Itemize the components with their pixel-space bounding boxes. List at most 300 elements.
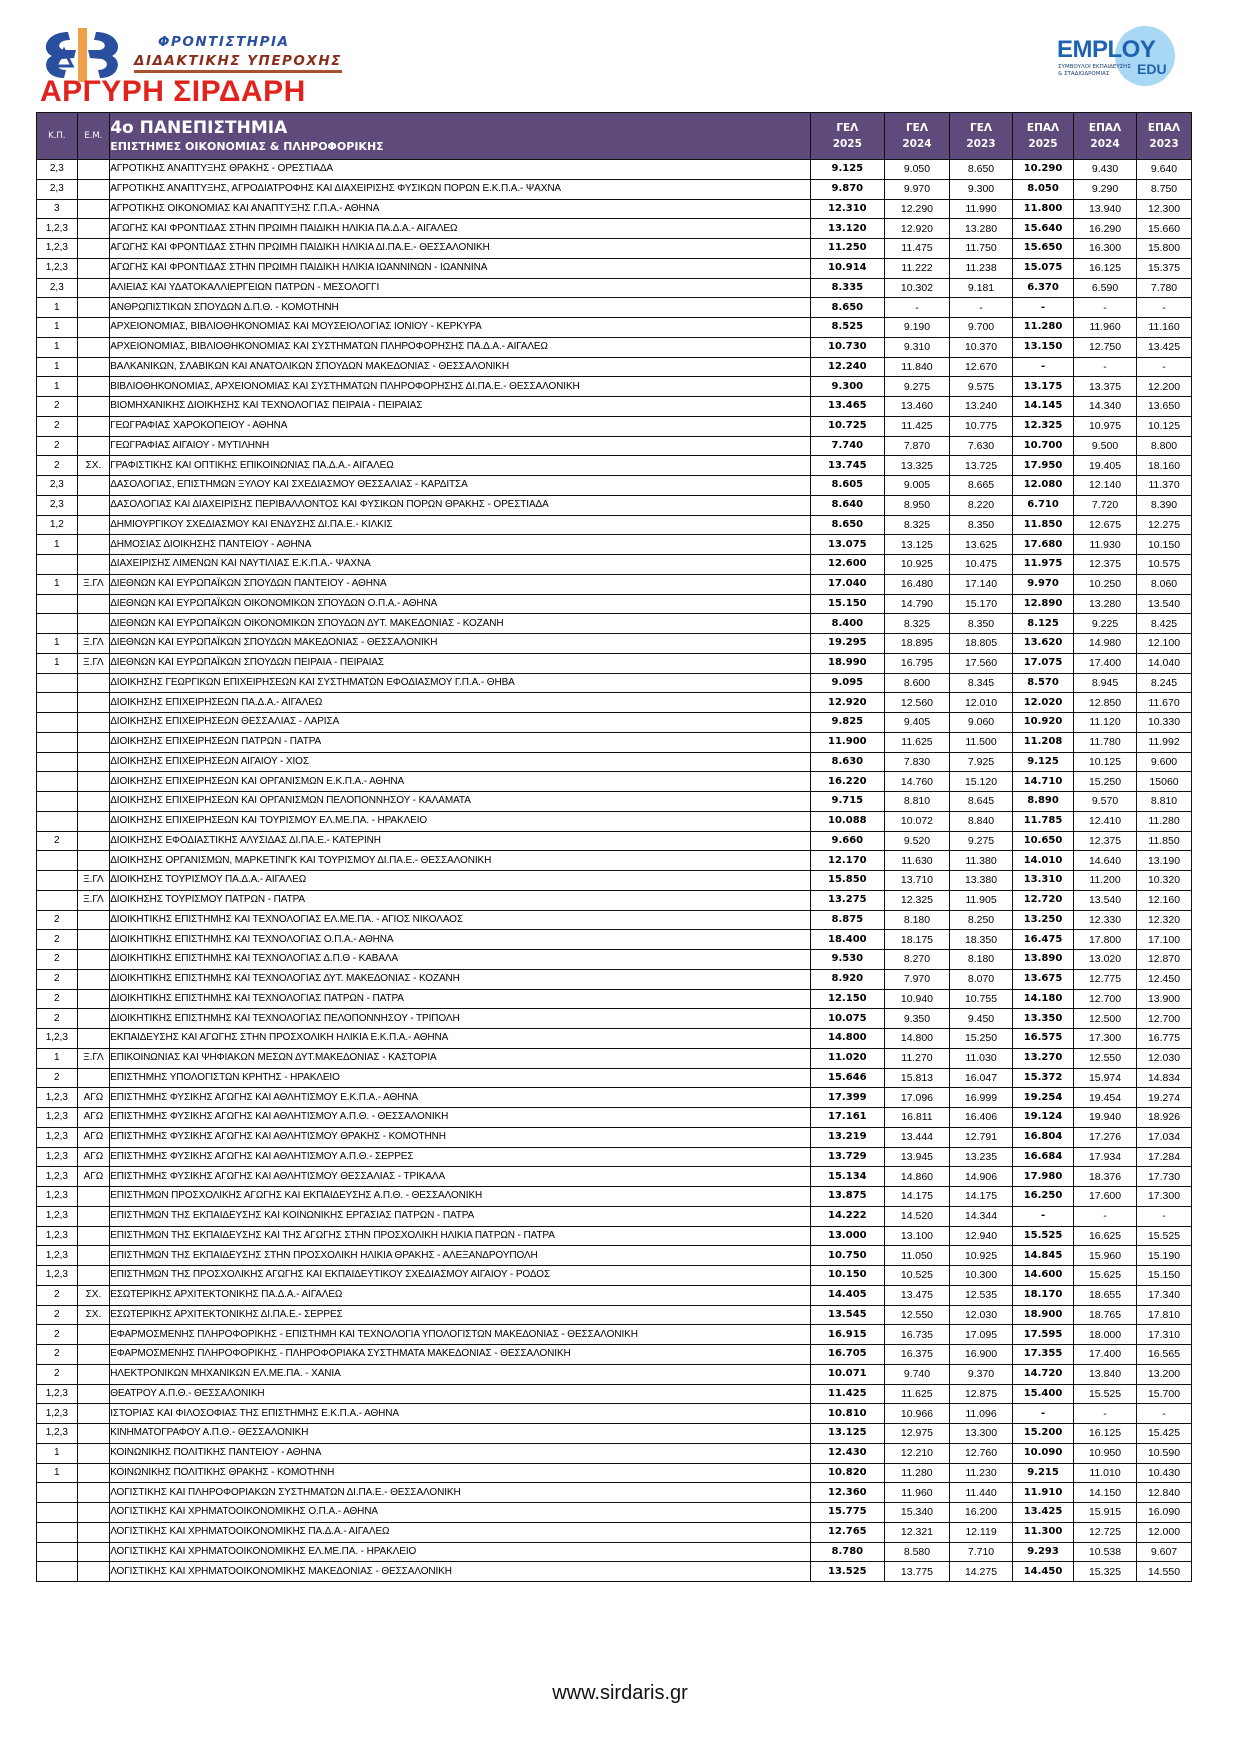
- table-row: [37, 397, 1192, 417]
- epal-2025-score: 6.370: [1013, 278, 1074, 298]
- em-cell: [77, 298, 110, 318]
- kp-cell: [37, 792, 78, 812]
- table-row: [37, 792, 1192, 812]
- table-row: [37, 456, 1192, 476]
- epal-2023-score: 17.284: [1137, 1147, 1192, 1167]
- table-row: [37, 950, 1192, 970]
- kp-cell: [37, 1522, 78, 1542]
- gel-2024-score: 11.840: [884, 357, 949, 377]
- gel-2025-score: 13.000: [810, 1226, 884, 1246]
- epal-2025-score: -: [1013, 298, 1074, 318]
- kp-cell: 1: [37, 574, 78, 594]
- epal-2024-score: 12.850: [1074, 693, 1137, 713]
- table-row: [37, 1542, 1192, 1562]
- epal-2024-score: 17.400: [1074, 1345, 1137, 1365]
- department-name: ΕΚΠΑΙΔΕΥΣΗΣ ΚΑΙ ΑΓΩΓΗΣ ΣΤΗΝ ΠΡΟΣΧΟΛΙΚΗ ΗΛΙΚΙΑ Ε.Κ.Π.Α.- ΑΘΗΝΑ: [110, 1029, 811, 1049]
- department-name: ΕΠΙΚΟΙΝΩΝΙΑΣ ΚΑΙ ΨΗΦΙΑΚΩΝ ΜΕΣΩΝ ΔΥΤ.ΜΑΚΕΔΟΝΙΑΣ - ΚΑΣΤΟΡΙΑ: [110, 1048, 811, 1068]
- epal-2025-score: 12.020: [1013, 693, 1074, 713]
- department-name: ΔΙΕΘΝΩΝ ΚΑΙ ΕΥΡΩΠΑΪΚΩΝ ΟΙΚΟΝΟΜΙΚΩΝ ΣΠΟΥΔΩΝ Ο.Π.Α.- ΑΘΗΝΑ: [110, 594, 811, 614]
- kp-cell: 1: [37, 653, 78, 673]
- epal-2025-score: 12.720: [1013, 890, 1074, 910]
- gel-2025-score: 10.810: [810, 1404, 884, 1424]
- kp-cell: 1: [37, 535, 78, 555]
- epal-2023-score: 12.275: [1137, 515, 1192, 535]
- kp-cell: 1,2,3: [37, 1384, 78, 1404]
- kp-cell: 1: [37, 1443, 78, 1463]
- gel-2025-score: 12.150: [810, 989, 884, 1009]
- em-cell: [77, 1068, 110, 1088]
- epal-2024-score: 12.375: [1074, 831, 1137, 851]
- em-cell: [77, 673, 110, 693]
- epal-2023-score: 15.375: [1137, 258, 1192, 278]
- header-epal-2023: [1137, 113, 1192, 160]
- gel-2023-score: 14.906: [949, 1167, 1012, 1187]
- table-row: [37, 199, 1192, 219]
- epal-2023-score: 13.540: [1137, 594, 1192, 614]
- gel-2024-score: 12.920: [884, 219, 949, 239]
- department-name: ΔΙΟΙΚΗΣΗΣ ΕΠΙΧΕΙΡΗΣΕΩΝ ΠΑΤΡΩΝ - ΠΑΤΡΑ: [110, 732, 811, 752]
- gel-2023-score: 16.200: [949, 1503, 1012, 1523]
- kp-cell: 1,2,3: [37, 1206, 78, 1226]
- gel-2025-score: 13.275: [810, 890, 884, 910]
- epal-2024-score: 9.430: [1074, 160, 1137, 180]
- epal-2024-score: 18.655: [1074, 1285, 1137, 1305]
- epal-2023-score: 11.370: [1137, 476, 1192, 496]
- kp-cell: [37, 673, 78, 693]
- em-cell: [77, 555, 110, 575]
- table-row: [37, 535, 1192, 555]
- gel-2024-score: 7.830: [884, 752, 949, 772]
- employ-subtitle: [1058, 64, 1131, 77]
- gel-2023-score: 12.760: [949, 1443, 1012, 1463]
- table-row: [37, 1246, 1192, 1266]
- gel-2023-score: 8.650: [949, 160, 1012, 180]
- gel-2024-score: 9.005: [884, 476, 949, 496]
- department-name: ΛΟΓΙΣΤΙΚΗΣ ΚΑΙ ΧΡΗΜΑΤΟΟΙΚΟΝΟΜΙΚΗΣ ΕΛ.ΜΕ.ΠΑ. - ΗΡΑΚΛΕΙΟ: [110, 1542, 811, 1562]
- epal-2024-score: 18.376: [1074, 1167, 1137, 1187]
- gel-2023-score: 11.990: [949, 199, 1012, 219]
- em-cell: [77, 1443, 110, 1463]
- kp-cell: 1: [37, 1048, 78, 1068]
- gel-2023-score: 12.670: [949, 357, 1012, 377]
- department-name: ΕΠΙΣΤΗΜΩΝ ΤΗΣ ΕΚΠΑΙΔΕΥΣΗΣ ΚΑΙ ΚΟΙΝΩΝΙΚΗΣ ΕΡΓΑΣΙΑΣ ΠΑΤΡΩΝ - ΠΑΤΡΑ: [110, 1206, 811, 1226]
- gel-2025-score: 12.240: [810, 357, 884, 377]
- epal-2024-score: 12.410: [1074, 811, 1137, 831]
- kp-cell: 1,2,3: [37, 1246, 78, 1266]
- kp-cell: 1,2,3: [37, 1187, 78, 1207]
- kp-cell: [37, 871, 78, 891]
- gel-2024-score: 8.580: [884, 1542, 949, 1562]
- em-cell: [77, 1266, 110, 1286]
- header-year: 2023: [1149, 138, 1179, 150]
- em-cell: [77, 179, 110, 199]
- epal-2023-score: 10.590: [1137, 1443, 1192, 1463]
- kp-cell: [37, 1503, 78, 1523]
- gel-2024-score: 9.405: [884, 713, 949, 733]
- epal-2024-score: 12.330: [1074, 910, 1137, 930]
- em-cell: Ξ.ΓΛ: [77, 574, 110, 594]
- epal-2024-score: 10.125: [1074, 752, 1137, 772]
- epal-2025-score: 18.170: [1013, 1285, 1074, 1305]
- em-cell: [77, 318, 110, 338]
- gel-2024-score: 10.940: [884, 989, 949, 1009]
- department-name: ΚΟΙΝΩΝΙΚΗΣ ΠΟΛΙΤΙΚΗΣ ΠΑΝΤΕΙΟΥ - ΑΘΗΝΑ: [110, 1443, 811, 1463]
- kp-cell: [37, 555, 78, 575]
- epal-2025-score: 14.845: [1013, 1246, 1074, 1266]
- department-name: ΕΠΙΣΤΗΜΩΝ ΤΗΣ ΕΚΠΑΙΔΕΥΣΗΣ ΚΑΙ ΤΗΣ ΑΓΩΓΗΣ ΣΤΗΝ ΠΡΟΣΧΟΛΙΚΗ ΗΛΙΚΙΑ ΠΑΤΡΩΝ - ΠΑΤΡΑ: [110, 1226, 811, 1246]
- gel-2025-score: 13.125: [810, 1424, 884, 1444]
- gel-2024-score: 12.321: [884, 1522, 949, 1542]
- kp-cell: 1,2,3: [37, 258, 78, 278]
- epal-2024-score: 12.375: [1074, 555, 1137, 575]
- department-name: ΔΙΟΙΚΗΣΗΣ ΓΕΩΡΓΙΚΩΝ ΕΠΙΧΕΙΡΗΣΕΩΝ ΚΑΙ ΣΥΣΤΗΜΑΤΩΝ ΕΦΟΔΙΑΣΜΟΥ Γ.Π.Α.- ΘΗΒΑ: [110, 673, 811, 693]
- gel-2023-score: 7.710: [949, 1542, 1012, 1562]
- gel-2024-score: 16.480: [884, 574, 949, 594]
- table-row: [37, 1009, 1192, 1029]
- kp-cell: 1: [37, 1463, 78, 1483]
- epal-2025-score: 14.010: [1013, 851, 1074, 871]
- department-name: ΕΦΑΡΜΟΣΜΕΝΗΣ ΠΛΗΡΟΦΟΡΙΚΗΣ - ΕΠΙΣΤΗΜΗ ΚΑΙ ΤΕΧΝΟΛΟΓΙΑ ΥΠΟΛΟΓΙΣΤΩΝ ΜΑΚΕΔΟΝΙΑΣ - ΘΕΣΣΑΛΟΝΙΚΗ: [110, 1325, 811, 1345]
- epal-2023-score: 12.100: [1137, 634, 1192, 654]
- gel-2023-score: 13.300: [949, 1424, 1012, 1444]
- epal-2024-score: 16.125: [1074, 1424, 1137, 1444]
- department-name: ΕΠΙΣΤΗΜΩΝ ΤΗΣ ΕΚΠΑΙΔΕΥΣΗΣ ΣΤΗΝ ΠΡΟΣΧΟΛΙΚΗ ΗΛΙΚΙΑ ΘΡΑΚΗΣ - ΑΛΕΞΑΝΔΡΟΥΠΟΛΗ: [110, 1246, 811, 1266]
- gel-2023-score: 11.030: [949, 1048, 1012, 1068]
- gel-2023-score: 12.119: [949, 1522, 1012, 1542]
- gel-2025-score: 13.219: [810, 1127, 884, 1147]
- kp-cell: 2: [37, 1345, 78, 1365]
- gel-2025-score: 10.914: [810, 258, 884, 278]
- department-name: ΑΝΘΡΩΠΙΣΤΙΚΩΝ ΣΠΟΥΔΩΝ Δ.Π.Θ. - ΚΟΜΟΤΗΝΗ: [110, 298, 811, 318]
- gel-2024-score: 9.310: [884, 337, 949, 357]
- employ-subtitle-line-2: & ΣΤΑΔΙΟΔΡΟΜΙΑΣ: [1058, 70, 1110, 77]
- kp-cell: 1: [37, 298, 78, 318]
- table-row: [37, 1522, 1192, 1542]
- kp-cell: 1,2,3: [37, 1266, 78, 1286]
- gel-2024-score: 11.630: [884, 851, 949, 871]
- em-cell: [77, 1187, 110, 1207]
- gel-2023-score: 11.096: [949, 1404, 1012, 1424]
- gel-2024-score: 14.790: [884, 594, 949, 614]
- table-row: [37, 1404, 1192, 1424]
- epal-2024-score: 11.960: [1074, 318, 1137, 338]
- department-name: ΛΟΓΙΣΤΙΚΗΣ ΚΑΙ ΠΛΗΡΟΦΟΡΙΑΚΩΝ ΣΥΣΤΗΜΑΤΩΝ ΔΙ.ΠΑ.Ε.- ΘΕΣΣΑΛΟΝΙΚΗ: [110, 1483, 811, 1503]
- department-name: ΓΡΑΦΙΣΤΙΚΗΣ ΚΑΙ ΟΠΤΙΚΗΣ ΕΠΙΚΟΙΝΩΝΙΑΣ ΠΑ.Δ.Α.- ΑΙΓΑΛΕΩ: [110, 456, 811, 476]
- table-row: [37, 555, 1192, 575]
- gel-2025-score: 9.300: [810, 377, 884, 397]
- department-name: ΔΙΕΘΝΩΝ ΚΑΙ ΕΥΡΩΠΑΪΚΩΝ ΟΙΚΟΝΟΜΙΚΩΝ ΣΠΟΥΔΩΝ ΔΥΤ. ΜΑΚΕΔΟΝΙΑΣ - ΚΟΖΑΝΗ: [110, 614, 811, 634]
- em-cell: ΣΧ.: [77, 1305, 110, 1325]
- epal-2023-score: -: [1137, 1404, 1192, 1424]
- epal-2024-score: 13.020: [1074, 950, 1137, 970]
- department-name: ΕΠΙΣΤΗΜΗΣ ΦΥΣΙΚΗΣ ΑΓΩΓΗΣ ΚΑΙ ΑΘΛΗΤΙΣΜΟΥ Ε.Κ.Π.Α.- ΑΘΗΝΑ: [110, 1088, 811, 1108]
- em-cell: [77, 594, 110, 614]
- epal-2023-score: 8.390: [1137, 495, 1192, 515]
- em-cell: [77, 1542, 110, 1562]
- gel-2023-score: 8.665: [949, 476, 1012, 496]
- header-type: ΕΠΑΛ: [1147, 122, 1181, 134]
- em-cell: [77, 1562, 110, 1582]
- table-row: [37, 732, 1192, 752]
- gel-2025-score: 8.780: [810, 1542, 884, 1562]
- department-name: ΑΓΡΟΤΙΚΗΣ ΟΙΚΟΝΟΜΙΑΣ ΚΑΙ ΑΝΑΠΤΥΞΗΣ Γ.Π.Α.- ΑΘΗΝΑ: [110, 199, 811, 219]
- department-name: ΔΙΟΙΚΗΣΗΣ ΟΡΓΑΝΙΣΜΩΝ, ΜΑΡΚΕΤΙΝΓΚ ΚΑΙ ΤΟΥΡΙΣΜΟΥ ΔΙ.ΠΑ.Ε.- ΘΕΣΣΑΛΟΝΙΚΗ: [110, 851, 811, 871]
- epal-2025-score: 15.075: [1013, 258, 1074, 278]
- kp-cell: 2,3: [37, 495, 78, 515]
- epal-2023-score: 10.575: [1137, 555, 1192, 575]
- epal-2023-score: 8.800: [1137, 436, 1192, 456]
- department-name: ΕΠΙΣΤΗΜΩΝ ΠΡΟΣΧΟΛΙΚΗΣ ΑΓΩΓΗΣ ΚΑΙ ΕΚΠΑΙΔΕΥΣΗΣ Α.Π.Θ. - ΘΕΣΣΑΛΟΝΙΚΗ: [110, 1187, 811, 1207]
- gel-2025-score: 18.400: [810, 930, 884, 950]
- gel-2023-score: 10.925: [949, 1246, 1012, 1266]
- gel-2025-score: 8.400: [810, 614, 884, 634]
- epal-2023-score: 15.525: [1137, 1226, 1192, 1246]
- gel-2023-score: 11.230: [949, 1463, 1012, 1483]
- employ-edu-logo: [1057, 26, 1187, 86]
- gel-2024-score: -: [884, 298, 949, 318]
- gel-2024-score: 10.925: [884, 555, 949, 575]
- table-row: [37, 1562, 1192, 1582]
- epal-2023-score: 10.330: [1137, 713, 1192, 733]
- epal-2025-score: 6.710: [1013, 495, 1074, 515]
- table-row: [37, 1483, 1192, 1503]
- header-year: 2024: [902, 138, 932, 150]
- gel-2025-score: 9.825: [810, 713, 884, 733]
- gel-2025-score: 11.250: [810, 239, 884, 259]
- department-name: ΔΙΕΘΝΩΝ ΚΑΙ ΕΥΡΩΠΑΪΚΩΝ ΣΠΟΥΔΩΝ ΜΑΚΕΔΟΝΙΑΣ - ΘΕΣΣΑΛΟΝΙΚΗ: [110, 634, 811, 654]
- table-row: [37, 515, 1192, 535]
- table-row: [37, 673, 1192, 693]
- header-type: ΓΕΛ: [905, 122, 928, 134]
- em-cell: [77, 811, 110, 831]
- gel-2023-score: 9.575: [949, 377, 1012, 397]
- epal-2023-score: 9.607: [1137, 1542, 1192, 1562]
- em-cell: [77, 436, 110, 456]
- table-row: [37, 930, 1192, 950]
- table-row: [37, 989, 1192, 1009]
- epal-2023-score: 13.650: [1137, 397, 1192, 417]
- epal-2023-score: 8.425: [1137, 614, 1192, 634]
- department-name: ΛΟΓΙΣΤΙΚΗΣ ΚΑΙ ΧΡΗΜΑΤΟΟΙΚΟΝΟΜΙΚΗΣ Ο.Π.Α.- ΑΘΗΝΑ: [110, 1503, 811, 1523]
- gel-2023-score: 9.060: [949, 713, 1012, 733]
- table-row: [37, 1108, 1192, 1128]
- kp-cell: 1,2,3: [37, 1127, 78, 1147]
- department-name: ΙΣΤΟΡΙΑΣ ΚΑΙ ΦΙΛΟΣΟΦΙΑΣ ΤΗΣ ΕΠΙΣΤΗΜΗΣ Ε.Κ.Π.Α.- ΑΘΗΝΑ: [110, 1404, 811, 1424]
- epal-2023-score: 11.280: [1137, 811, 1192, 831]
- epal-2025-score: 19.254: [1013, 1088, 1074, 1108]
- epal-2023-score: 8.245: [1137, 673, 1192, 693]
- epal-2025-score: 11.208: [1013, 732, 1074, 752]
- table-row: [37, 890, 1192, 910]
- gel-2024-score: 9.275: [884, 377, 949, 397]
- table-row: [37, 871, 1192, 891]
- epal-2025-score: 16.250: [1013, 1187, 1074, 1207]
- em-cell: [77, 1404, 110, 1424]
- gel-2025-score: 12.360: [810, 1483, 884, 1503]
- gel-2024-score: 11.625: [884, 1384, 949, 1404]
- table-row: [37, 1443, 1192, 1463]
- gel-2025-score: 11.900: [810, 732, 884, 752]
- epal-2025-score: 13.350: [1013, 1009, 1074, 1029]
- epal-2024-score: 14.150: [1074, 1483, 1137, 1503]
- department-name: ΔΙΟΙΚΗΤΙΚΗΣ ΕΠΙΣΤΗΜΗΣ ΚΑΙ ΤΕΧΝΟΛΟΓΙΑΣ Δ.Π.Θ - ΚΑΒΑΛΑ: [110, 950, 811, 970]
- epal-2025-score: 13.150: [1013, 337, 1074, 357]
- gel-2025-score: 9.715: [810, 792, 884, 812]
- epal-2024-score: 9.500: [1074, 436, 1137, 456]
- epal-2024-score: 12.550: [1074, 1048, 1137, 1068]
- department-name: ΔΑΣΟΛΟΓΙΑΣ ΚΑΙ ΔΙΑΧΕΙΡΙΣΗΣ ΠΕΡΙΒΑΛΛΟΝΤΟΣ ΚΑΙ ΦΥΣΙΚΩΝ ΠΟΡΩΝ ΘΡΑΚΗΣ - ΟΡΕΣΤΙΑΔΑ: [110, 495, 811, 515]
- gel-2025-score: 16.915: [810, 1325, 884, 1345]
- epal-2025-score: 10.920: [1013, 713, 1074, 733]
- epal-2024-score: 17.600: [1074, 1187, 1137, 1207]
- kp-cell: [37, 811, 78, 831]
- epal-2024-score: 11.780: [1074, 732, 1137, 752]
- department-name: ΚΙΝΗΜΑΤΟΓΡΑΦΟΥ Α.Π.Θ.- ΘΕΣΣΑΛΟΝΙΚΗ: [110, 1424, 811, 1444]
- gel-2024-score: 8.270: [884, 950, 949, 970]
- employ-edu: EDU: [1137, 61, 1167, 77]
- department-name: ΔΗΜΟΣΙΑΣ ΔΙΟΙΚΗΣΗΣ ΠΑΝΤΕΙΟΥ - ΑΘΗΝΑ: [110, 535, 811, 555]
- table-row: [37, 1206, 1192, 1226]
- epal-2025-score: 17.980: [1013, 1167, 1074, 1187]
- gel-2025-score: 10.088: [810, 811, 884, 831]
- epal-2025-score: 8.125: [1013, 614, 1074, 634]
- gel-2024-score: 17.096: [884, 1088, 949, 1108]
- gel-2023-score: 11.440: [949, 1483, 1012, 1503]
- gel-2024-score: 10.072: [884, 811, 949, 831]
- table-row: [37, 811, 1192, 831]
- gel-2025-score: 9.660: [810, 831, 884, 851]
- department-name: ΒΙΟΜΗΧΑΝΙΚΗΣ ΔΙΟΙΚΗΣΗΣ ΚΑΙ ΤΕΧΝΟΛΟΓΙΑΣ ΠΕΙΡΑΙΑ - ΠΕΙΡΑΙΑΣ: [110, 397, 811, 417]
- department-name: ΔΙΟΙΚΗΤΙΚΗΣ ΕΠΙΣΤΗΜΗΣ ΚΑΙ ΤΕΧΝΟΛΟΓΙΑΣ ΠΑΤΡΩΝ - ΠΑΤΡΑ: [110, 989, 811, 1009]
- table-row: [37, 337, 1192, 357]
- table-row: [37, 278, 1192, 298]
- epal-2025-score: 13.250: [1013, 910, 1074, 930]
- department-name: ΑΡΧΕΙΟΝΟΜΙΑΣ, ΒΙΒΛΙΟΘΗΚΟΝΟΜΙΑΣ ΚΑΙ ΜΟΥΣΕΙΟΛΟΓΙΑΣ ΙΟΝΙΟΥ - ΚΕΡΚΥΡΑ: [110, 318, 811, 338]
- epal-2024-score: 14.340: [1074, 397, 1137, 417]
- epal-2024-score: 18.000: [1074, 1325, 1137, 1345]
- epal-2023-score: 15.700: [1137, 1384, 1192, 1404]
- epal-2024-score: 17.276: [1074, 1127, 1137, 1147]
- epal-2024-score: 13.940: [1074, 199, 1137, 219]
- em-cell: ΣΧ.: [77, 1285, 110, 1305]
- epal-2023-score: 18.160: [1137, 456, 1192, 476]
- epal-2024-score: 17.300: [1074, 1029, 1137, 1049]
- gel-2025-score: 12.600: [810, 555, 884, 575]
- epal-2024-score: 10.975: [1074, 416, 1137, 436]
- gel-2025-score: 8.335: [810, 278, 884, 298]
- epal-2023-score: 12.300: [1137, 199, 1192, 219]
- department-name: ΓΕΩΓΡΑΦΙΑΣ ΧΑΡΟΚΟΠΕΙΟΥ - ΑΘΗΝΑ: [110, 416, 811, 436]
- department-name: ΕΠΙΣΤΗΜΗΣ ΦΥΣΙΚΗΣ ΑΓΩΓΗΣ ΚΑΙ ΑΘΛΗΤΙΣΜΟΥ ΘΕΣΣΑΛΙΑΣ - ΤΡΙΚΑΛΑ: [110, 1167, 811, 1187]
- epal-2024-score: 15.250: [1074, 772, 1137, 792]
- epal-2023-score: 12.450: [1137, 969, 1192, 989]
- gel-2023-score: 12.940: [949, 1226, 1012, 1246]
- epal-2023-score: -: [1137, 298, 1192, 318]
- header-year: 2023: [966, 138, 996, 150]
- epal-2025-score: 15.525: [1013, 1226, 1074, 1246]
- table-row: [37, 1088, 1192, 1108]
- epal-2025-score: 16.575: [1013, 1029, 1074, 1049]
- gel-2025-score: 14.405: [810, 1285, 884, 1305]
- gel-2024-score: 12.560: [884, 693, 949, 713]
- gel-2023-score: 10.370: [949, 337, 1012, 357]
- gel-2023-score: 18.805: [949, 634, 1012, 654]
- table-row: [37, 713, 1192, 733]
- epal-2025-score: 13.425: [1013, 1503, 1074, 1523]
- gel-2023-score: 12.875: [949, 1384, 1012, 1404]
- department-name: ΕΣΩΤΕΡΙΚΗΣ ΑΡΧΙΤΕΚΤΟΝΙΚΗΣ ΔΙ.ΠΑ.Ε.- ΣΕΡΡΕΣ: [110, 1305, 811, 1325]
- header-kp: Κ.Π.: [37, 113, 78, 160]
- department-name: ΗΛΕΚΤΡΟΝΙΚΩΝ ΜΗΧΑΝΙΚΩΝ ΕΛ.ΜΕ.ΠΑ. - ΧΑΝΙΑ: [110, 1364, 811, 1384]
- epal-2025-score: -: [1013, 357, 1074, 377]
- epal-2025-score: 8.050: [1013, 179, 1074, 199]
- epal-2025-score: 15.200: [1013, 1424, 1074, 1444]
- kp-cell: 2: [37, 1325, 78, 1345]
- epal-2023-score: 12.840: [1137, 1483, 1192, 1503]
- department-name: ΔΙΟΙΚΗΣΗΣ ΕΦΟΔΙΑΣΤΙΚΗΣ ΑΛΥΣΙΔΑΣ ΔΙ.ΠΑ.Ε.- ΚΑΤΕΡΙΝΗ: [110, 831, 811, 851]
- epal-2023-score: 14.834: [1137, 1068, 1192, 1088]
- epal-2025-score: 12.890: [1013, 594, 1074, 614]
- epal-2023-score: 12.030: [1137, 1048, 1192, 1068]
- gel-2024-score: 7.870: [884, 436, 949, 456]
- epal-2025-score: 14.180: [1013, 989, 1074, 1009]
- kp-cell: [37, 594, 78, 614]
- gel-2025-score: 16.705: [810, 1345, 884, 1365]
- kp-cell: 2: [37, 1009, 78, 1029]
- kp-cell: 2: [37, 397, 78, 417]
- em-cell: [77, 1522, 110, 1542]
- epal-2023-score: 7.780: [1137, 278, 1192, 298]
- epal-2025-score: 16.475: [1013, 930, 1074, 950]
- em-cell: [77, 1246, 110, 1266]
- epal-2023-score: 18.926: [1137, 1108, 1192, 1128]
- table-row: [37, 377, 1192, 397]
- em-cell: Ξ.ΓΛ: [77, 653, 110, 673]
- kp-cell: 1: [37, 337, 78, 357]
- department-name: ΕΠΙΣΤΗΜΗΣ ΦΥΣΙΚΗΣ ΑΓΩΓΗΣ ΚΑΙ ΑΘΛΗΤΙΣΜΟΥ Α.Π.Θ.- ΣΕΡΡΕΣ: [110, 1147, 811, 1167]
- sirdaris-logo: [38, 26, 368, 108]
- em-cell: [77, 1029, 110, 1049]
- gel-2023-score: 7.925: [949, 752, 1012, 772]
- epal-2024-score: 15.625: [1074, 1266, 1137, 1286]
- kp-cell: 1,2,3: [37, 1108, 78, 1128]
- kp-cell: 1,2,3: [37, 1226, 78, 1246]
- employ-word: EMPLOY: [1057, 36, 1156, 63]
- epal-2025-score: 11.910: [1013, 1483, 1074, 1503]
- header-year: 2025: [832, 138, 862, 150]
- department-name: ΔΙΟΙΚΗΤΙΚΗΣ ΕΠΙΣΤΗΜΗΣ ΚΑΙ ΤΕΧΝΟΛΟΓΙΑΣ ΠΕΛΟΠΟΝΝΗΣΟΥ - ΤΡΙΠΟΛΗ: [110, 1009, 811, 1029]
- header-gel-2023: [949, 113, 1012, 160]
- department-name: ΓΕΩΓΡΑΦΙΑΣ ΑΙΓΑΙΟΥ - ΜΥΤΙΛΗΝΗ: [110, 436, 811, 456]
- epal-2025-score: 17.075: [1013, 653, 1074, 673]
- website-url[interactable]: www.sirdaris.gr: [552, 1682, 688, 1704]
- department-name: ΑΓΩΓΗΣ ΚΑΙ ΦΡΟΝΤΙΔΑΣ ΣΤΗΝ ΠΡΩΙΜΗ ΠΑΙΔΙΚΗ ΗΛΙΚΙΑ ΔΙ.ΠΑ.Ε.- ΘΕΣΣΑΛΟΝΙΚΗ: [110, 239, 811, 259]
- table-row: [37, 495, 1192, 515]
- epal-2024-score: 19.940: [1074, 1108, 1137, 1128]
- kp-cell: [37, 713, 78, 733]
- epal-2025-score: 17.680: [1013, 535, 1074, 555]
- gel-2024-score: 13.475: [884, 1285, 949, 1305]
- gel-2023-score: 11.750: [949, 239, 1012, 259]
- department-name: ΔΑΣΟΛΟΓΙΑΣ, ΕΠΙΣΤΗΜΩΝ ΞΥΛΟΥ ΚΑΙ ΣΧΕΔΙΑΣΜΟΥ ΘΕΣΣΑΛΙΑΣ - ΚΑΡΔΙΤΣΑ: [110, 476, 811, 496]
- epal-2024-score: 12.750: [1074, 337, 1137, 357]
- department-name: ΔΗΜΙΟΥΡΓΙΚΟΥ ΣΧΕΔΙΑΣΜΟΥ ΚΑΙ ΕΝΔΥΣΗΣ ΔΙ.ΠΑ.Ε.- ΚΙΛΚΙΣ: [110, 515, 811, 535]
- gel-2024-score: 16.811: [884, 1108, 949, 1128]
- kp-cell: [37, 693, 78, 713]
- header-title-cell: [110, 113, 811, 160]
- epal-2025-score: 16.804: [1013, 1127, 1074, 1147]
- kp-cell: [37, 772, 78, 792]
